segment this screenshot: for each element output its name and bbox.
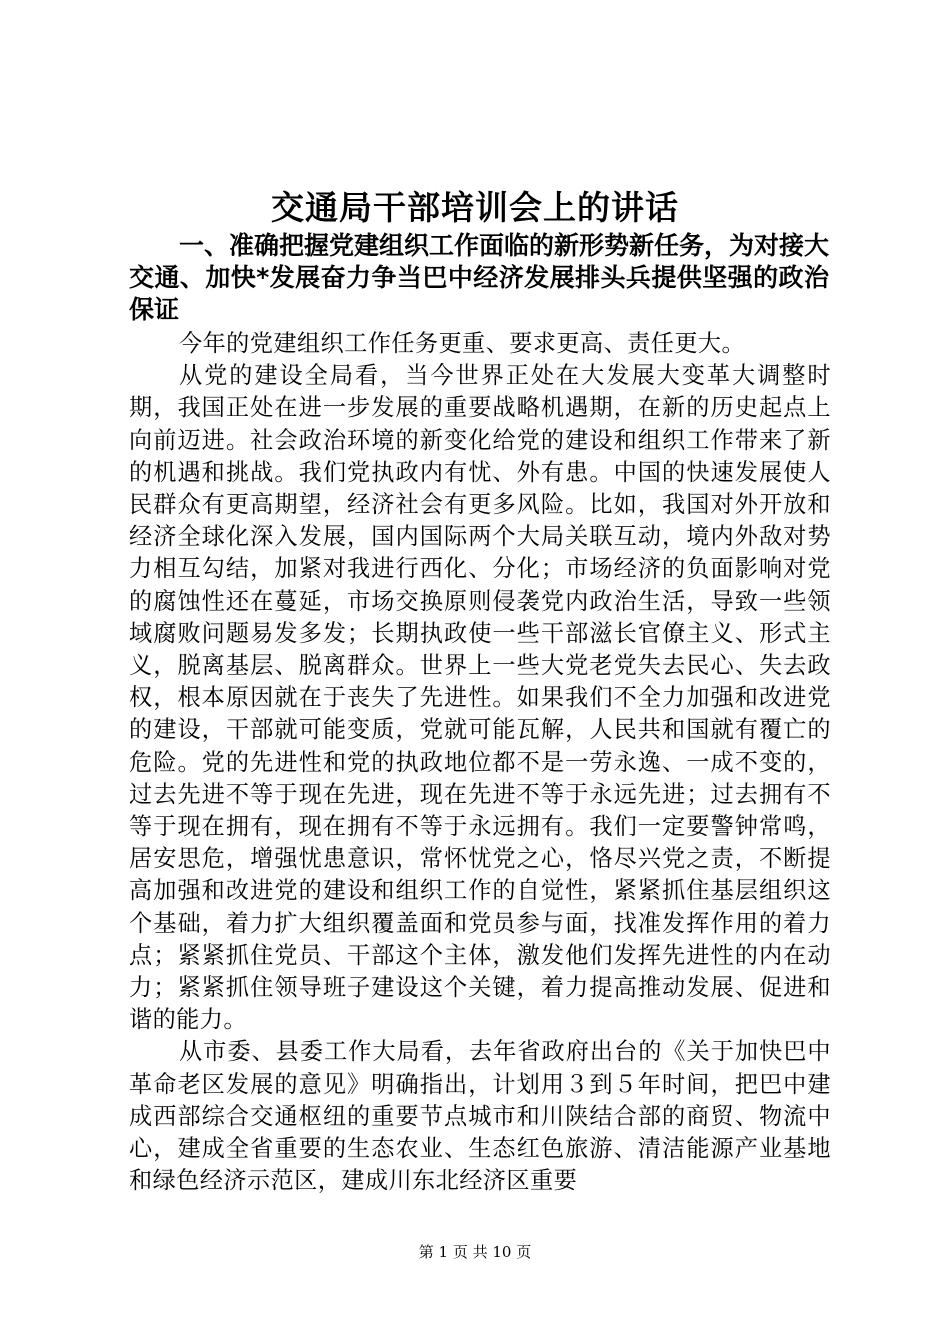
body-paragraph: 从党的建设全局看，当今世界正处在大发展大变革大调整时期，我国正处在进一步发展的重要战略机遇期，在新的历史起点上向前迈进。社会政治环境的新变化给党的建设和组织工作带来了新的机遇和挑战。我们党执政内有忧、外有患。中国的快速发展使人民群众有更高期望，经济社会有更多风险。比如，我国对外开放和经济全球化深入发展，国内国际两个大局关联互动，境内外敌对势力相互勾结，加紧对我进行西化、分化；市场经济的负面影响对党的腐蚀性还在蔓延，市场交换原则侵袭党内政治生活，导致一些领域腐败问题易发多发；长期执政使一些干部滋长官僚主义、形式主义，脱离基层、脱离群众。世界上一些大党老党失去民心、失去政权，根本原因就在于丧失了先进性。如果我们不全力加强和改进党的建设，干部就可能变质，党就可能瓦解，人民共和国就有覆亡的危险。党的先进性和党的执政地位都不是一劳永逸、一成不变的，过去先进不等于现在先进，现在先进不等于永远先进；过去拥有不等于现在拥有，现在拥有不等于永远拥有。我们一定要警钟常鸣，居安思危，增强忧患意识，常怀忧党之心，恪尽兴党之责，不断提高加强和改进党的建设和组织工作的自觉性，紧紧抓住基层组织这个基础，着力扩大组织覆盖面和党员参与面，找准发挥作用的着力点；紧紧抓住党员、干部这个主体，激发他们发挥先进性的内在动力；紧紧抓住领导班子建设这个关键，着力提高推动发展、促进和谐的能力。 — [129, 362, 831, 1034]
body-paragraph: 今年的党建组织工作任务更重、要求更高、责任更大。 — [179, 330, 746, 357]
section-heading: 一、准确把握党建组织工作面临的新形势新任务，为对接大交通、加快*发展奋力争当巴中经济发展排头兵提供坚强的政治保证 — [129, 231, 830, 324]
page-footer: 第 1 页 共 10 页 — [418, 1243, 532, 1261]
document-body — [129, 328, 831, 1197]
body-paragraph: 从市委、县委工作大局看，去年省政府出台的《关于加快巴中革命老区发展的意见》明确指出，计划用３到５年时间，把巴中建成西部综合交通枢纽的重要节点城市和川陕结合部的商贸、物流中心，建成全省重要的生态农业、生态红色旅游、清洁能源产业基地和绿色经济示范区，建成川东北经济区重要 — [129, 1038, 831, 1195]
document-title: 交通局干部培训会上的讲话 — [271, 188, 679, 227]
